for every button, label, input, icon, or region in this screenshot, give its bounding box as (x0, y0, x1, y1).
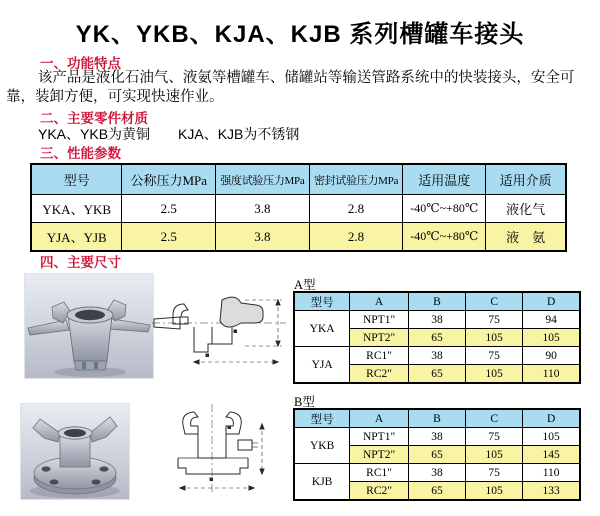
drawing-section-type-a (150, 286, 290, 370)
section-heading-features: 一、功能特点 (40, 56, 121, 71)
materials-text: YKA、YKB为黄铜 KJA、KJB为不锈钢 (38, 126, 300, 142)
cell-medium: 液化气 (486, 195, 566, 223)
cell-nominal: 2.5 (122, 195, 216, 223)
cell-nominal: 2.5 (122, 223, 216, 252)
col-header-model: 型号 (294, 292, 350, 311)
cell-c: 75 (466, 311, 523, 329)
drawing-section-type-b (160, 402, 272, 498)
cell-thread: RC1" (350, 464, 409, 482)
cell-model: YKA、YKB (31, 195, 122, 223)
section-a-lineart (150, 286, 290, 370)
cell-d: 145 (523, 446, 580, 464)
page-title: YK、YKB、KJA、KJB 系列槽罐车接头 (75, 21, 525, 48)
col-header-d: D (523, 409, 580, 428)
col-header-model: 型号 (31, 164, 122, 195)
cell-d: 105 (523, 329, 580, 347)
cell-d: 133 (523, 482, 580, 501)
col-header-medium: 适用介质 (486, 164, 566, 195)
cell-d: 94 (523, 311, 580, 329)
cell-medium: 液 氨 (486, 223, 566, 252)
col-header-c: C (466, 292, 523, 311)
table-row (294, 464, 580, 482)
section-heading-dimensions: 四、主要尺寸 (40, 255, 121, 270)
cell-b: 65 (408, 446, 465, 464)
col-header-a: A (350, 409, 409, 428)
photo-coupling-type-a (24, 273, 154, 379)
col-header-b: B (408, 409, 465, 428)
coupling-a-image (24, 273, 154, 379)
cell-temperature: -40℃~+80℃ (403, 223, 486, 252)
cell-temperature: -40℃~+80℃ (403, 195, 486, 223)
col-header-temperature: 适用温度 (403, 164, 486, 195)
cell-thread: RC2" (350, 482, 409, 501)
col-header-model: 型号 (294, 409, 350, 428)
performance-table (30, 163, 567, 252)
cell-b: 65 (408, 482, 465, 501)
cell-b: 38 (408, 311, 465, 329)
col-header-seal-test: 密封试验压力MPa (309, 164, 403, 195)
cell-b: 38 (408, 428, 465, 446)
cell-strength: 3.8 (216, 223, 310, 252)
cell-d: 110 (523, 464, 580, 482)
dimension-table-a (293, 291, 581, 384)
cell-thread: NPT1" (350, 311, 409, 329)
table-row (294, 311, 580, 329)
cell-model: YJA、YJB (31, 223, 122, 252)
cell-thread: NPT1" (350, 428, 409, 446)
photo-coupling-type-b (20, 403, 130, 500)
cell-c: 105 (466, 482, 523, 501)
cell-c: 75 (466, 347, 523, 365)
col-header-d: D (523, 292, 580, 311)
col-header-b: B (408, 292, 465, 311)
performance-header-row (31, 164, 566, 195)
cell-b: 38 (408, 464, 465, 482)
table-row (31, 195, 566, 223)
cell-model: YJA (294, 347, 350, 384)
cell-model: YKB (294, 428, 350, 464)
cell-c: 105 (466, 446, 523, 464)
table-row (31, 223, 566, 252)
cell-thread: RC1" (350, 347, 409, 365)
cell-c: 105 (466, 365, 523, 384)
cell-seal: 2.8 (309, 223, 403, 252)
cell-strength: 3.8 (216, 195, 310, 223)
cell-d: 90 (523, 347, 580, 365)
col-header-nominal-pressure: 公称压力MPa (122, 164, 216, 195)
dim-b-header-row (294, 409, 580, 428)
cell-thread: RC2" (350, 365, 409, 384)
col-header-c: C (466, 409, 523, 428)
section-b-lineart (160, 402, 272, 498)
table-row (294, 428, 580, 446)
cell-c: 105 (466, 329, 523, 347)
features-paragraph: 该产品是液化石油气、液氨等槽罐车、储罐站等输送管路系统中的快装接头，安全可靠，装卸方便，可实现快速作业。 (6, 70, 575, 105)
cell-b: 65 (408, 365, 465, 384)
cell-model: YKA (294, 311, 350, 347)
cell-c: 75 (466, 428, 523, 446)
cell-model: KJB (294, 464, 350, 501)
cell-thread: NPT2" (350, 329, 409, 347)
dim-a-header-row (294, 292, 580, 311)
cell-b: 65 (408, 329, 465, 347)
cell-thread: NPT2" (350, 446, 409, 464)
col-header-strength-test: 强度试验压力MPa (216, 164, 310, 195)
dimension-table-b (293, 408, 581, 501)
cell-c: 75 (466, 464, 523, 482)
cell-b: 38 (408, 347, 465, 365)
coupling-b-image (20, 403, 130, 500)
cell-d: 105 (523, 428, 580, 446)
section-heading-materials: 二、主要零件材质 (40, 111, 148, 126)
col-header-a: A (350, 292, 409, 311)
table-row (294, 347, 580, 365)
dim-table-b-label: B型 (294, 395, 315, 409)
section-heading-performance: 三、性能参数 (40, 146, 121, 161)
cell-seal: 2.8 (309, 195, 403, 223)
cell-d: 110 (523, 365, 580, 384)
dim-table-a-label: A型 (294, 278, 316, 292)
